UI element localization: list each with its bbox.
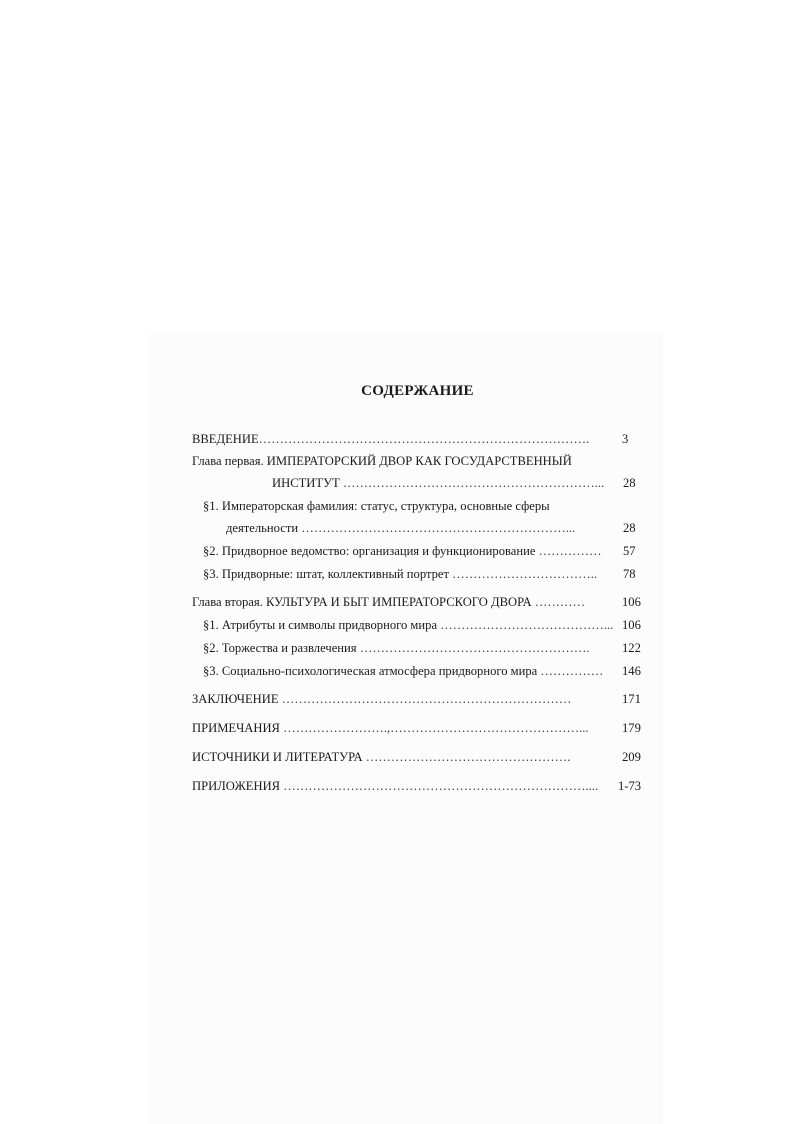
toc-entry-notes	[192, 719, 617, 737]
toc-label: ИНСТИТУТ	[272, 476, 340, 490]
toc-page-number: 179	[622, 721, 641, 735]
toc-leader: …………	[531, 595, 586, 609]
toc-entry-chapter-1	[192, 452, 612, 470]
toc-label: ПРИЛОЖЕНИЯ	[192, 779, 281, 793]
toc-leader: ……………………………………………….	[356, 641, 590, 655]
toc-leader: …………………………………...	[437, 618, 614, 632]
toc-page-number: 146	[622, 664, 641, 678]
toc-leader: ………………………………………………………...	[298, 521, 576, 535]
toc-entry-chapter-1-cont	[272, 474, 617, 492]
toc-leader: ……………………………………………………...	[339, 476, 605, 490]
toc-entry-introduction	[192, 430, 617, 448]
toc-label: ЗАКЛЮЧЕНИЕ	[192, 692, 279, 706]
toc-entry-sources	[192, 748, 617, 766]
toc-page-number: 209	[622, 750, 641, 764]
toc-label: деятельности	[226, 521, 299, 535]
toc-entry-section-1-3	[203, 565, 617, 583]
toc-leader: ………………………………………………………………....	[280, 779, 599, 793]
toc-page-number: 3	[622, 432, 629, 446]
toc-entry-section-1-1	[203, 497, 603, 515]
page-title: СОДЕРЖАНИЕ	[361, 383, 474, 399]
toc-label: §1. Атрибуты и символы придворного мира	[203, 618, 438, 632]
toc-label: §3. Социально-психологическая атмосфера придворного мира	[203, 664, 538, 678]
toc-label: ИСТОЧНИКИ И ЛИТЕРАТУРА	[192, 750, 363, 764]
toc-label: ВВЕДЕНИЕ	[192, 432, 259, 446]
toc-page-number: 78	[623, 567, 636, 581]
toc-page-number: 122	[622, 641, 641, 655]
toc-entry-conclusion	[192, 690, 617, 708]
toc-label: §1. Императорская фамилия: статус, структура, основные сферы	[203, 499, 550, 513]
toc-entry-section-2-2	[203, 639, 617, 657]
toc-entry-appendices	[192, 777, 618, 795]
toc-page-number: 106	[622, 618, 641, 632]
toc-entry-section-2-3	[203, 662, 617, 680]
toc-label: ПРИМЕЧАНИЯ	[192, 721, 280, 735]
toc-leader: ……………	[537, 664, 604, 678]
toc-entry-section-1-1-cont	[226, 519, 617, 537]
toc-leader: …………………………………………………………………….	[258, 432, 590, 446]
toc-page-number: 57	[623, 544, 636, 558]
toc-leader: ……………	[535, 544, 602, 558]
toc-page-number: 106	[622, 595, 641, 609]
toc-leader: …………………….,………………………………………...	[279, 721, 589, 735]
toc-label: Глава первая. ИМПЕРАТОРСКИЙ ДВОР КАК ГОСУДАРСТВЕННЫЙ	[192, 454, 572, 468]
toc-leader: ……………………………………………………………	[278, 692, 572, 706]
toc-entry-section-1-2	[203, 542, 617, 560]
toc-page-number: 171	[622, 692, 641, 706]
toc-page-number: 1-73	[618, 779, 642, 793]
toc-label: §2. Придворное ведомство: организация и функционирование	[203, 544, 536, 558]
toc-leader: ………………………………………….	[362, 750, 571, 764]
toc-page-number: 28	[623, 476, 636, 490]
toc-leader: ……………………………..	[449, 567, 597, 581]
toc-entry-section-2-1	[203, 616, 617, 634]
toc-page-number: 28	[623, 521, 636, 535]
toc-label: Глава вторая. КУЛЬТУРА И БЫТ ИМПЕРАТОРСКОГО ДВОРА	[192, 595, 532, 609]
toc-label: §2. Торжества и развлечения	[203, 641, 357, 655]
toc-label: §3. Придворные: штат, коллективный портрет	[203, 567, 450, 581]
toc-entry-chapter-2	[192, 593, 617, 611]
